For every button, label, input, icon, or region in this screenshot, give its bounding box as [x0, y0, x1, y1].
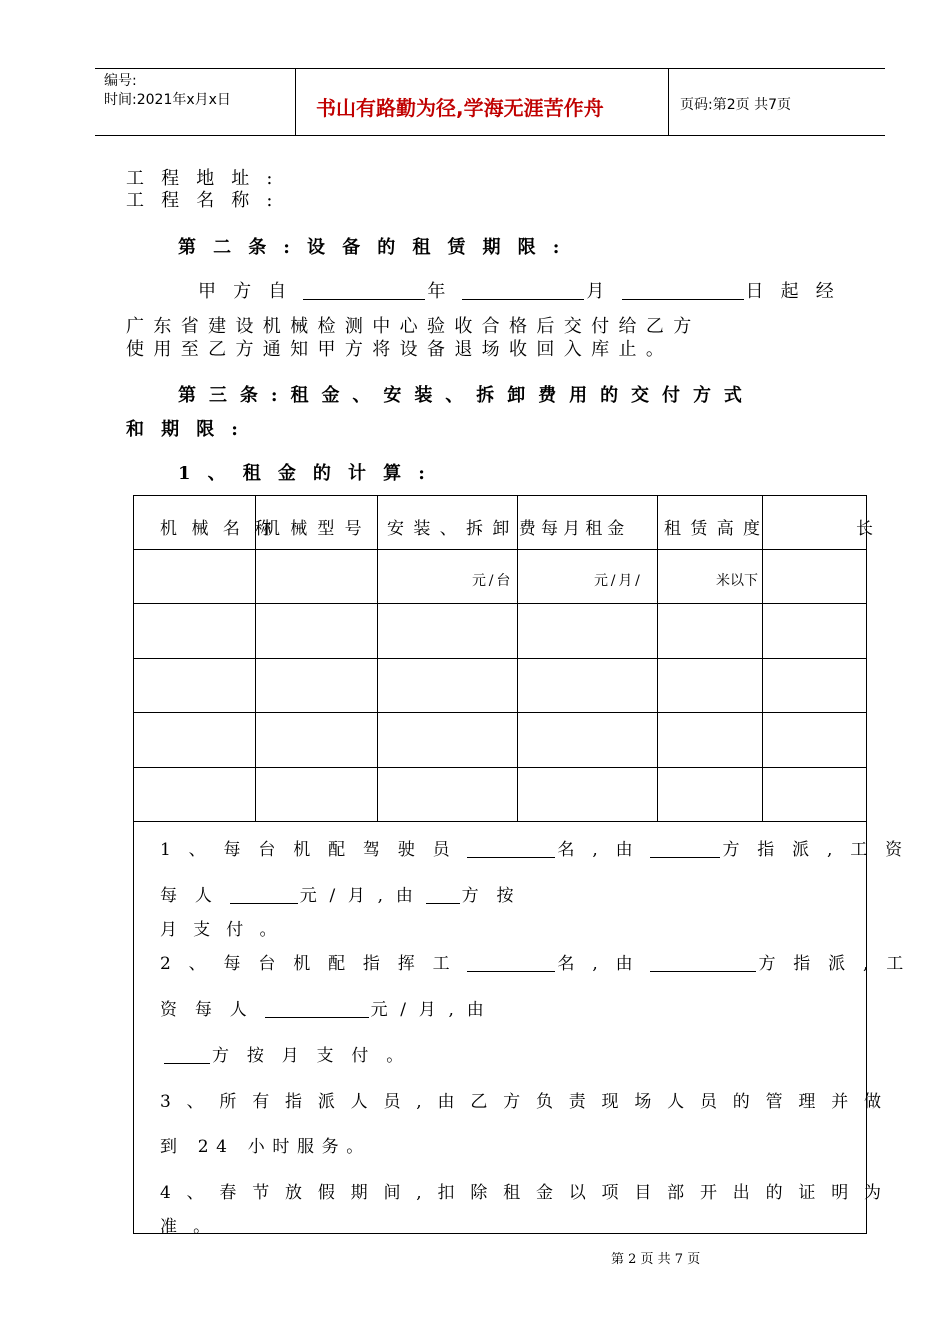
table-line-v6	[866, 495, 867, 1233]
th-length: 长	[856, 519, 873, 539]
table-line-h2	[133, 603, 867, 604]
unit-monthly-rent: 元/月/	[594, 573, 643, 589]
item2-line2	[160, 995, 496, 1020]
table-line-v0	[133, 495, 134, 1233]
blank-signaler-payer[interactable]	[164, 1047, 210, 1064]
item1-text-a: 1、每台机配驾驶员	[160, 840, 468, 860]
th-machine-name: 机械名称	[160, 519, 286, 539]
header-divider-left	[295, 68, 296, 136]
item1-text-c: 方指派,工资	[722, 840, 920, 860]
th-install-fee: 安装、拆卸费	[387, 519, 546, 539]
project-address-label: 工程地址:	[126, 168, 290, 189]
article2-line3: 使用至乙方通知甲方将设备退场收回入库止。	[126, 339, 674, 360]
table-line-v3	[517, 495, 518, 821]
article3-title-line2: 和期限:	[126, 419, 256, 440]
table-line-h4	[133, 712, 867, 713]
blank-signaler-wage[interactable]	[265, 1001, 369, 1018]
item2-text-f: 方按月支付。	[212, 1046, 422, 1066]
blank-driver-wage[interactable]	[230, 887, 298, 904]
th-rent-height: 租赁高度	[664, 519, 770, 539]
blank-driver-payer[interactable]	[426, 887, 460, 904]
item2-text-a: 2、每台机配指挥工	[160, 954, 468, 974]
item2-line3	[164, 1041, 421, 1066]
footer-page-number: 第 2 页 共 7 页	[611, 1252, 701, 1267]
header-motto: 书山有路勤为径,学海无涯苦作舟	[316, 96, 604, 120]
article3-title-line1: 第三条:租金、安装、拆卸费用的交付方式	[178, 385, 755, 406]
unit-rent-height: 米以下	[716, 573, 758, 589]
article2-line2: 广东省建设机械检测中心验收合格后交付给乙方	[126, 316, 701, 337]
header-divider-right	[668, 68, 669, 136]
blank-start-month[interactable]	[462, 283, 584, 300]
article2-line1-c: 月	[586, 281, 622, 302]
blank-driver-count[interactable]	[467, 841, 555, 858]
header-page-number: 页码:第2页 共7页	[680, 97, 791, 113]
article3-sub1: 1、租金的计算:	[178, 463, 442, 484]
item3-line2: 到 24 小时服务。	[160, 1137, 371, 1157]
header-top-border	[95, 68, 885, 69]
item2-text-b: 名,由	[557, 954, 651, 974]
table-line-v2	[377, 495, 378, 821]
item1-text-d: 每人	[160, 886, 230, 906]
header-time: 时间:2021年x月x日	[104, 92, 231, 108]
box-bottom-line	[133, 1233, 867, 1234]
item1-text-b: 名,由	[557, 840, 651, 860]
table-line-h1	[133, 549, 867, 550]
item4-line2: 准。	[160, 1217, 227, 1237]
project-name-label: 工程名称:	[126, 190, 290, 211]
table-line-h0	[133, 495, 867, 496]
item4-line1: 4、春节放假期间,扣除租金以项目部开出的证明为	[160, 1183, 897, 1203]
article2-title: 第二条:设备的租赁期限:	[178, 237, 577, 258]
blank-start-year[interactable]	[303, 283, 425, 300]
table-line-v4	[657, 495, 658, 821]
item2-text-e: 元/月,由	[370, 1000, 497, 1020]
item3-line1: 3、所有指派人员,由乙方负责现场人员的管理并做	[160, 1092, 897, 1112]
blank-signaler-count[interactable]	[467, 955, 555, 972]
item1-line2	[160, 881, 531, 906]
item2-text-c: 方指派,工	[758, 954, 922, 974]
item1-text-e: 元/月,由	[299, 886, 426, 906]
item1-text-f: 方按	[461, 886, 532, 906]
article2-line1-d: 日起经	[745, 281, 851, 302]
blank-start-day[interactable]	[622, 283, 744, 300]
table-line-v5	[762, 495, 763, 821]
article2-line1-b: 年	[427, 281, 463, 302]
header-bottom-border	[95, 135, 885, 136]
th-machine-model: 机械型号	[263, 519, 372, 539]
item2-line1	[160, 949, 921, 974]
header-number: 编号:	[104, 73, 137, 89]
blank-signaler-party[interactable]	[650, 955, 756, 972]
item1-line3: 月支付。	[160, 920, 293, 940]
item2-text-d: 资每人	[160, 1000, 265, 1020]
item1-line1	[160, 835, 920, 860]
table-line-h5	[133, 767, 867, 768]
table-line-h6	[133, 821, 867, 822]
article2-line1-a: 甲方自	[198, 281, 304, 302]
table-line-h3	[133, 658, 867, 659]
th-monthly-rent: 每月租金	[541, 519, 630, 539]
table-line-v1	[255, 495, 256, 821]
unit-install-fee: 元/台	[472, 573, 514, 589]
blank-driver-party[interactable]	[650, 841, 720, 858]
article2-line1	[198, 281, 851, 303]
